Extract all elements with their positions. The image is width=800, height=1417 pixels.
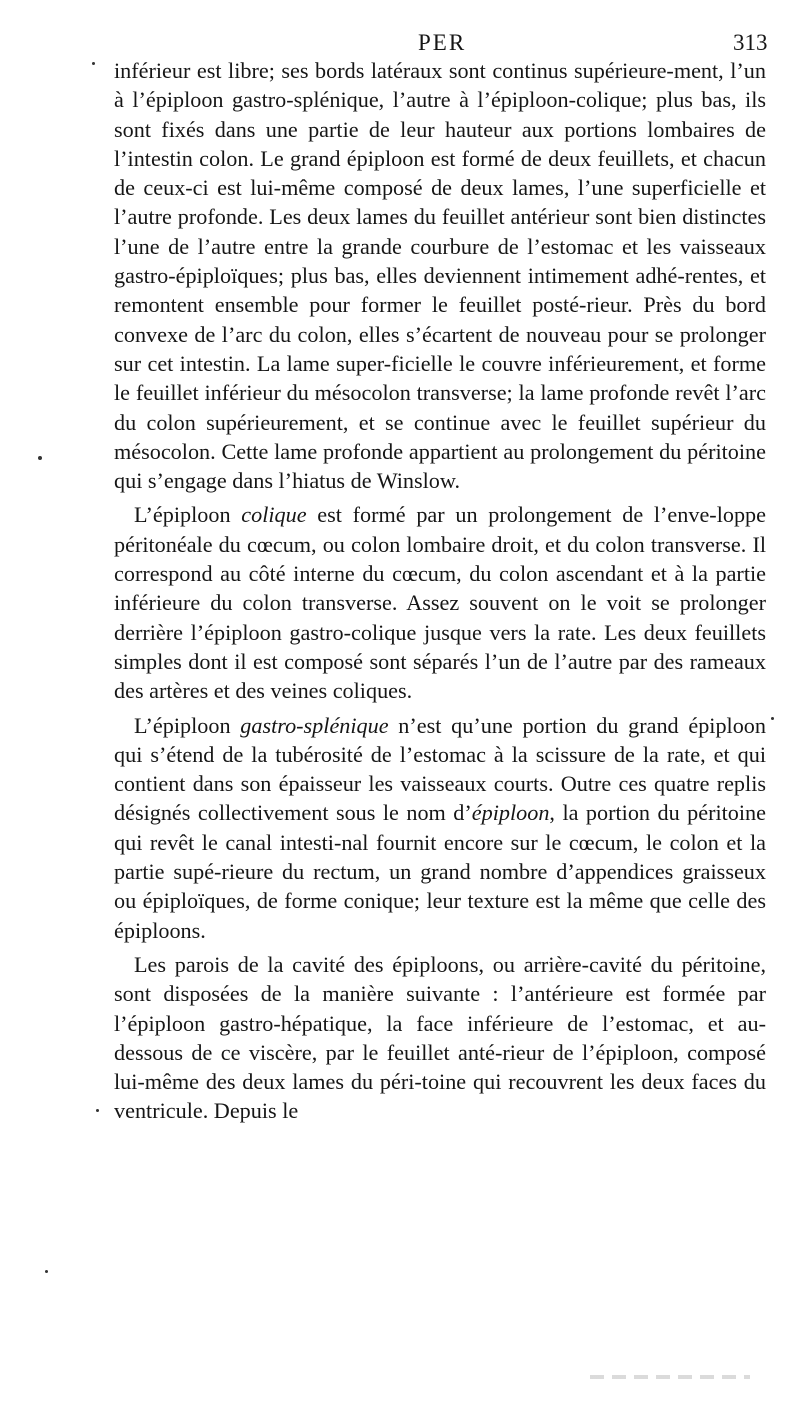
running-head-title: PER [418,30,467,55]
paragraph-1 [114,56,766,495]
italic-term-epiploon: épiploon [471,800,550,826]
text-segment: L’épiploon [134,502,242,528]
text-segment: , la portion du péritoine qui revêt le canal intesti-nal fournit encore sur le cœcum, le colon et la partie supé-rieure du rectum, un grand nombre d’appendices graisseux ou épiploïques, de forme conique; leur texture est la même que celle des épiploons. [114,800,766,943]
body-text [114,56,766,1131]
ink-speck [38,456,42,460]
page-number: 313 [733,30,768,55]
text-segment: inférieur est libre; ses bords latéraux sont continus supérieure-ment, l’un à l’épiploon gastro-splénique, l’autre à l’épiploon-colique; plus bas, ils sont fixés dans une partie de leur hauteur aux portions lombaires de l’intestin colon. Le grand épiploon est formé de deux feuillets, et chacun de ceux-ci est lui-même composé de deux lames, l’une superficielle et l’autre profonde. Les deux lames du feuillet antérieur sont bien distinctes l’une de l’autre entre la grande courbure de l’estomac et les vaisseaux gastro-épiploïques; plus bas, elles deviennent intimement adhé-rentes, et remontent ensemble pour former le feuillet posté-rieur. Près du bord convexe de l’arc du colon, elles s’écartent de nouveau pour se prolonger sur cet intestin. La lame super-ficielle le couvre inférieurement, et forme le feuillet inférieur du mésocolon transverse; la lame profonde revêt l’arc du colon supérieurement, et se continue avec le feuillet supérieur du mésocolon. Cette lame profonde appartient au prolongement du péritoine qui s’engage dans l’hiatus de Winslow. [114,58,766,494]
ink-speck [96,1109,99,1112]
italic-term-gastro-splenique: gastro-splénique [240,712,389,738]
paragraph-2 [114,500,766,705]
italic-term-colique: colique [241,502,307,528]
ink-speck [92,62,95,65]
text-segment: est formé par un prolongement de l’enve-loppe péritonéale du cœcum, ou colon lombaire droit, et du colon transverse. Il correspond au côté interne du cœcum, du colon ascendant et à la partie inférieure du colon transverse. Assez souvent on le voit se prolonger derrière l’épiploon gastro-colique jusque vers la rate. Les deux feuillets simples dont il est composé sont séparés l’un de l’autre par des rameaux des artères et des veines coliques. [114,502,766,704]
ink-speck [45,1270,48,1273]
scan-smudge [590,1375,750,1379]
text-segment: L’épiploon [134,712,241,738]
paragraph-3 [114,711,766,945]
paragraph-4 [114,950,766,1126]
text-segment: n’est qu’une portion du grand épiploon qui s’étend de la tubérosité de l’estomac à la scissure de la rate, et qui contient dans son épaisseur les vaisseaux courts. Outre ces quatre replis désignés collectivement sous le nom d’ [114,712,766,826]
text-segment: Les parois de la cavité des épiploons, ou arrière-cavité du péritoine, sont disposées de la manière suivante : l’antérieure est formée par l’épiploon gastro-hépatique, la face inférieure de l’estomac, et au-dessous de ce viscère, par le feuillet anté-rieur de l’épiploon, composé lui-même des deux lames du péri-toine qui recouvrent les deux faces du ventricule. Depuis le [114,951,766,1124]
ink-speck [771,717,774,720]
